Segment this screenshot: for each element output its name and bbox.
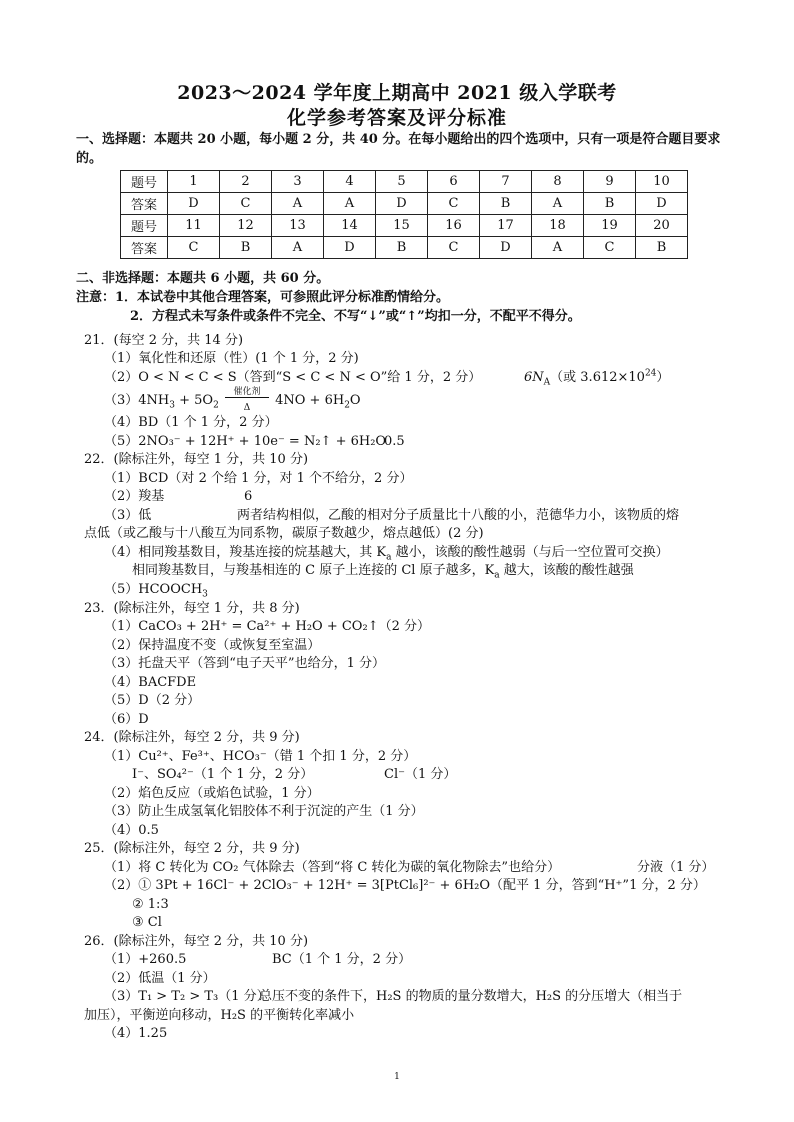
- page-number: 1: [394, 1072, 400, 1082]
- table-cell: 题号: [121, 215, 168, 237]
- table-cell: D: [636, 193, 688, 215]
- text-run: 越小，该酸的酸性越弱（与后一空位置可交换）: [391, 545, 669, 560]
- table-cell: B: [480, 193, 532, 215]
- q22-answer-2: （2）羧基: [104, 489, 165, 504]
- q22-answer-1: （1）BCD（对 2 个给 1 分，对 1 个不给分，2 分）: [104, 471, 413, 486]
- table-cell: B: [584, 193, 636, 215]
- q22-answer-4: [104, 544, 669, 562]
- table-cell: D: [324, 237, 376, 259]
- q25-answer-1b: 分液（1 分）: [637, 860, 715, 875]
- note-2: 2．方程式未写条件或条件不完全、不写“↓”或“↑”均扣一分，不配平不得分。: [130, 309, 581, 324]
- table-cell: 19: [584, 215, 636, 237]
- table-cell: 2: [220, 171, 272, 193]
- q21-answer-3-equation: [104, 387, 361, 413]
- q23-answer-1: （1）CaCO₃ + 2H⁺ = Ca²⁺ + H₂O + CO₂↑（2 分）: [104, 619, 430, 634]
- subscript: a: [386, 552, 392, 563]
- q23-answer-3: （3）托盘天平（答到“电子天平”也给分，1 分）: [104, 656, 385, 671]
- q21-answer-2: （2）O < N < C < S（答到“S < C < N < O”给 1 分，2 分）: [104, 370, 482, 385]
- q25-heading: 25．(除标注外，每空 2 分，共 9 分): [84, 841, 300, 856]
- text-run: 相同羧基数目，与羧基相连的 C 原子上连接的 Cl 原子越多，K: [132, 563, 495, 578]
- q22-answer-3: （3）低: [104, 508, 152, 523]
- q23-answer-2: （2）保持温度不变（或恢复至室温）: [104, 638, 321, 653]
- q24-heading: 24．(除标注外，每空 2 分，共 9 分): [84, 730, 300, 745]
- q23-heading: 23．(除标注外，每空 1 分，共 8 分): [84, 601, 300, 616]
- table-cell: C: [168, 237, 220, 259]
- table-cell: B: [220, 237, 272, 259]
- q25-answer-2c: ③ Cl: [132, 915, 162, 930]
- table-cell: C: [428, 193, 480, 215]
- q22-answer-4b: [132, 562, 634, 580]
- table-row: [121, 215, 688, 237]
- q22-answer-2b: 6: [244, 489, 253, 504]
- table-cell: 14: [324, 215, 376, 237]
- table-cell: 16: [428, 215, 480, 237]
- heat-label: Δ: [243, 403, 251, 413]
- q26-answer-3: （3）T₁ > T₂ > T₃（1 分）: [104, 989, 270, 1004]
- q26-answer-1: （1）+260.5: [104, 952, 187, 967]
- table-cell: 8: [532, 171, 584, 193]
- table-cell: 4: [324, 171, 376, 193]
- table-cell: 3: [272, 171, 324, 193]
- subscript: 3: [202, 589, 208, 600]
- reaction-bar: [225, 397, 269, 398]
- table-cell: A: [532, 237, 584, 259]
- subscript: 2: [213, 400, 219, 411]
- table-cell: C: [220, 193, 272, 215]
- text-run: （3）4NH: [104, 393, 170, 408]
- q25-answer-2b: ② 1:3: [132, 897, 169, 912]
- table-cell: C: [428, 237, 480, 259]
- note-1: 注意：1．本试卷中其他合理答案，可参照此评分标准酌情给分。: [76, 290, 450, 305]
- q26-answer-3b: 总压不变的条件下，H₂S 的物质的量分数增大，H₂S 的分压增大（相当于: [259, 989, 683, 1004]
- table-cell: 9: [584, 171, 636, 193]
- table-cell: 18: [532, 215, 584, 237]
- catalyst-label: 催化剂: [233, 387, 261, 397]
- table-row: [121, 237, 688, 259]
- text-run: + 5O: [175, 393, 214, 408]
- q26-answer-3c: 加压），平衡逆向移动，H₂S 的平衡转化率减小: [84, 1008, 355, 1023]
- table-cell: 1: [168, 171, 220, 193]
- page-title: 2023～2024 学年度上期高中 2021 级入学联考: [177, 82, 617, 104]
- text-run: 6N: [524, 370, 544, 385]
- table-cell: 答案: [121, 193, 168, 215]
- q21-answer-1: （1）氧化性和还原（性）(1 个 1 分，2 分): [104, 351, 359, 366]
- subscript: a: [494, 570, 500, 581]
- text-run: （或 3.612×10: [550, 370, 645, 385]
- table-cell: A: [324, 193, 376, 215]
- table-cell: 5: [376, 171, 428, 193]
- q22-heading: 22．(除标注外，每空 1 分，共 10 分): [84, 452, 309, 467]
- table-cell: 12: [220, 215, 272, 237]
- answer-table: [120, 170, 688, 259]
- q24-answer-3: （3）防止生成氢氧化铝胶体不利于沉淀的产生（1 分）: [104, 804, 424, 819]
- q22-answer-3c: 点低（或乙酸与十八酸互为同系物，碳原子数越少，熔点越低）(2 分): [84, 526, 484, 541]
- table-cell: A: [272, 237, 324, 259]
- table-cell: 题号: [121, 171, 168, 193]
- table-cell: B: [636, 237, 688, 259]
- table-cell: 15: [376, 215, 428, 237]
- q26-answer-2: （2）低温（1 分）: [104, 971, 216, 986]
- text-run: （4）相同羧基数目，羧基连接的烷基越大，其 K: [104, 545, 387, 560]
- q22-answer-5: [104, 581, 208, 599]
- q21-answer-5: （5）2NO₃⁻ + 12H⁺ + 10e⁻ = N₂↑ + 6H₂O: [104, 434, 387, 449]
- text-run: 4NO + 6H: [275, 393, 345, 408]
- superscript: 24: [644, 368, 657, 379]
- page-subtitle: 化学参考答案及评分标准: [286, 107, 507, 129]
- table-row: [121, 171, 688, 193]
- subscript: 3: [169, 400, 175, 411]
- subscript: 2: [344, 400, 350, 411]
- subscript: A: [543, 377, 551, 388]
- table-cell: 10: [636, 171, 688, 193]
- table-row: [121, 193, 688, 215]
- table-cell: A: [272, 193, 324, 215]
- text-run: 越大，该酸的酸性越强: [499, 563, 634, 578]
- text-run: O: [349, 393, 361, 408]
- table-cell: D: [376, 193, 428, 215]
- table-cell: D: [480, 237, 532, 259]
- q25-answer-1: （1）将 C 转化为 CO₂ 气体除去（答到“将 C 转化为碳的氧化物除去”也给分）: [104, 860, 561, 875]
- section-2-heading: 二、非选择题：本题共 6 小题，共 60 分。: [76, 271, 330, 286]
- table-cell: 11: [168, 215, 220, 237]
- reaction-condition: [223, 387, 271, 413]
- section-1-heading: 一、选择题：本题共 20 小题，每小题 2 分，共 40 分。在每小题给出的四个选项中，只有一项是符合题目要求的。: [76, 132, 721, 166]
- table-cell: D: [168, 193, 220, 215]
- text-run: （5）HCOOCH: [104, 582, 203, 597]
- table-cell: 6: [428, 171, 480, 193]
- table-cell: 17: [480, 215, 532, 237]
- table-cell: 7: [480, 171, 532, 193]
- table-cell: A: [532, 193, 584, 215]
- table-cell: C: [584, 237, 636, 259]
- q24-answer-1c: Cl⁻（1 分）: [384, 767, 457, 782]
- q23-answer-5: （5）D（2 分）: [104, 693, 201, 708]
- q23-answer-4: （4）BACFDE: [104, 675, 197, 690]
- q21-answer-4: （4）BD（1 个 1 分，2 分）: [104, 415, 278, 430]
- q26-answer-4: （4）1.25: [104, 1026, 168, 1041]
- q23-answer-6: （6）D: [104, 712, 149, 727]
- q21-heading: 21．(每空 2 分，共 14 分): [84, 333, 244, 348]
- table-cell: 答案: [121, 237, 168, 259]
- q24-answer-4: （4）0.5: [104, 823, 159, 838]
- q26-answer-1b: BC（1 个 1 分，2 分）: [272, 952, 412, 967]
- q24-answer-1b: I⁻、SO₄²⁻（1 个 1 分，2 分）: [132, 767, 314, 782]
- table-cell: 20: [636, 215, 688, 237]
- q25-answer-2: （2）① 3Pt + 16Cl⁻ + 2ClO₃⁻ + 12H⁺ = 3[PtCl₆]²⁻ + 6H₂O（配平 1 分，答到“H⁺”1 分，2 分）: [104, 878, 706, 893]
- table-cell: B: [376, 237, 428, 259]
- q21-answer-2b: [524, 369, 669, 387]
- table-cell: 13: [272, 215, 324, 237]
- text-run: ）: [656, 370, 670, 385]
- q22-answer-3b: 两者结构相似，乙酸的相对分子质量比十八酸的小，范德华力小，该物质的熔: [237, 508, 680, 523]
- q26-heading: 26．(除标注外，每空 2 分，共 10 分): [84, 934, 309, 949]
- q21-answer-5b: 0.5: [384, 434, 405, 449]
- q24-answer-1: （1）Cu²⁺、Fe³⁺、HCO₃⁻（错 1 个扣 1 分，2 分）: [104, 749, 417, 764]
- q24-answer-2: （2）焰色反应（或焰色试验，1 分）: [104, 786, 320, 801]
